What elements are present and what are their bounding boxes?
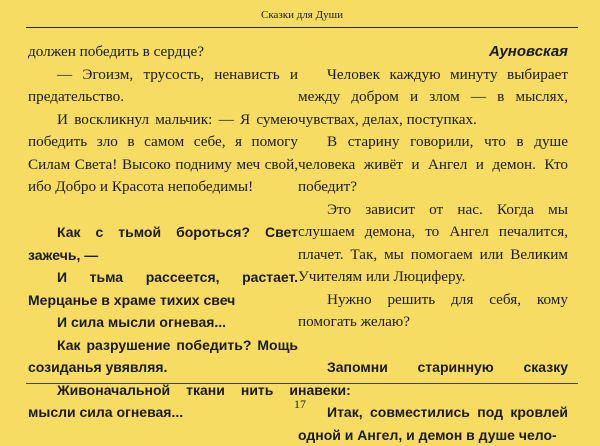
verse-line-2: И тьма рассеется, растает. Мерцанье в храме тихих свеч [28, 269, 298, 308]
footer-rule [26, 383, 578, 384]
left-paragraph-2: И воскликнул мальчик: — Я сумею победить зло в самом себе, я помогу Силам Света! Высоко подниму меч свой, ибо Добро и Красота непобедимы! [28, 110, 298, 195]
header-rule [26, 27, 578, 28]
spacer [298, 334, 568, 357]
running-header: Сказки для Души [261, 9, 343, 21]
verse-line-5: Живоначальной ткани нить и мысли сила огневая... [28, 381, 298, 420]
page-number: 17 [294, 397, 306, 411]
right-paragraph-3: Это зависит от нас. Когда мы слушаем демона, то Ангел печалится, плачет. Так, мы помогаем или Великим Учителям или Люциферу. [298, 200, 568, 285]
right-paragraph-1: Человек каждую минуту выбирает между добром и злом — в мыслях, чувствах, делах, поступках. [298, 65, 568, 128]
verse-line-1: Как с тьмой бороться? Свет зажечь, — [28, 224, 298, 263]
verse-line-4: Как разрушение победить? Мощь созиданья увявляя. [28, 336, 298, 375]
bold-line-1: Запомни старинную сказку навеки: [298, 359, 568, 398]
bold-line-2: Итак, совместились под кровлей одной и Ангел, и демон в душе чело- [298, 404, 568, 443]
left-paragraph-1: — Эгоизм, трусость, ненависть и предательство. [28, 65, 298, 105]
right-paragraph-2: В старину говорили, что в душе человека живёт и Ангел и демон. Кто победит? [298, 133, 568, 195]
left-continued-line: должен победить в сердце? [28, 43, 205, 60]
verse-line-3: И сила мысли огневая... [57, 314, 227, 330]
right-paragraph-4: Нужно решить для себя, кому помогать желаю? [298, 290, 568, 330]
left-column [28, 41, 298, 424]
author-name: Ауновская [488, 43, 568, 60]
spacer [28, 199, 298, 222]
right-column [298, 41, 568, 446]
